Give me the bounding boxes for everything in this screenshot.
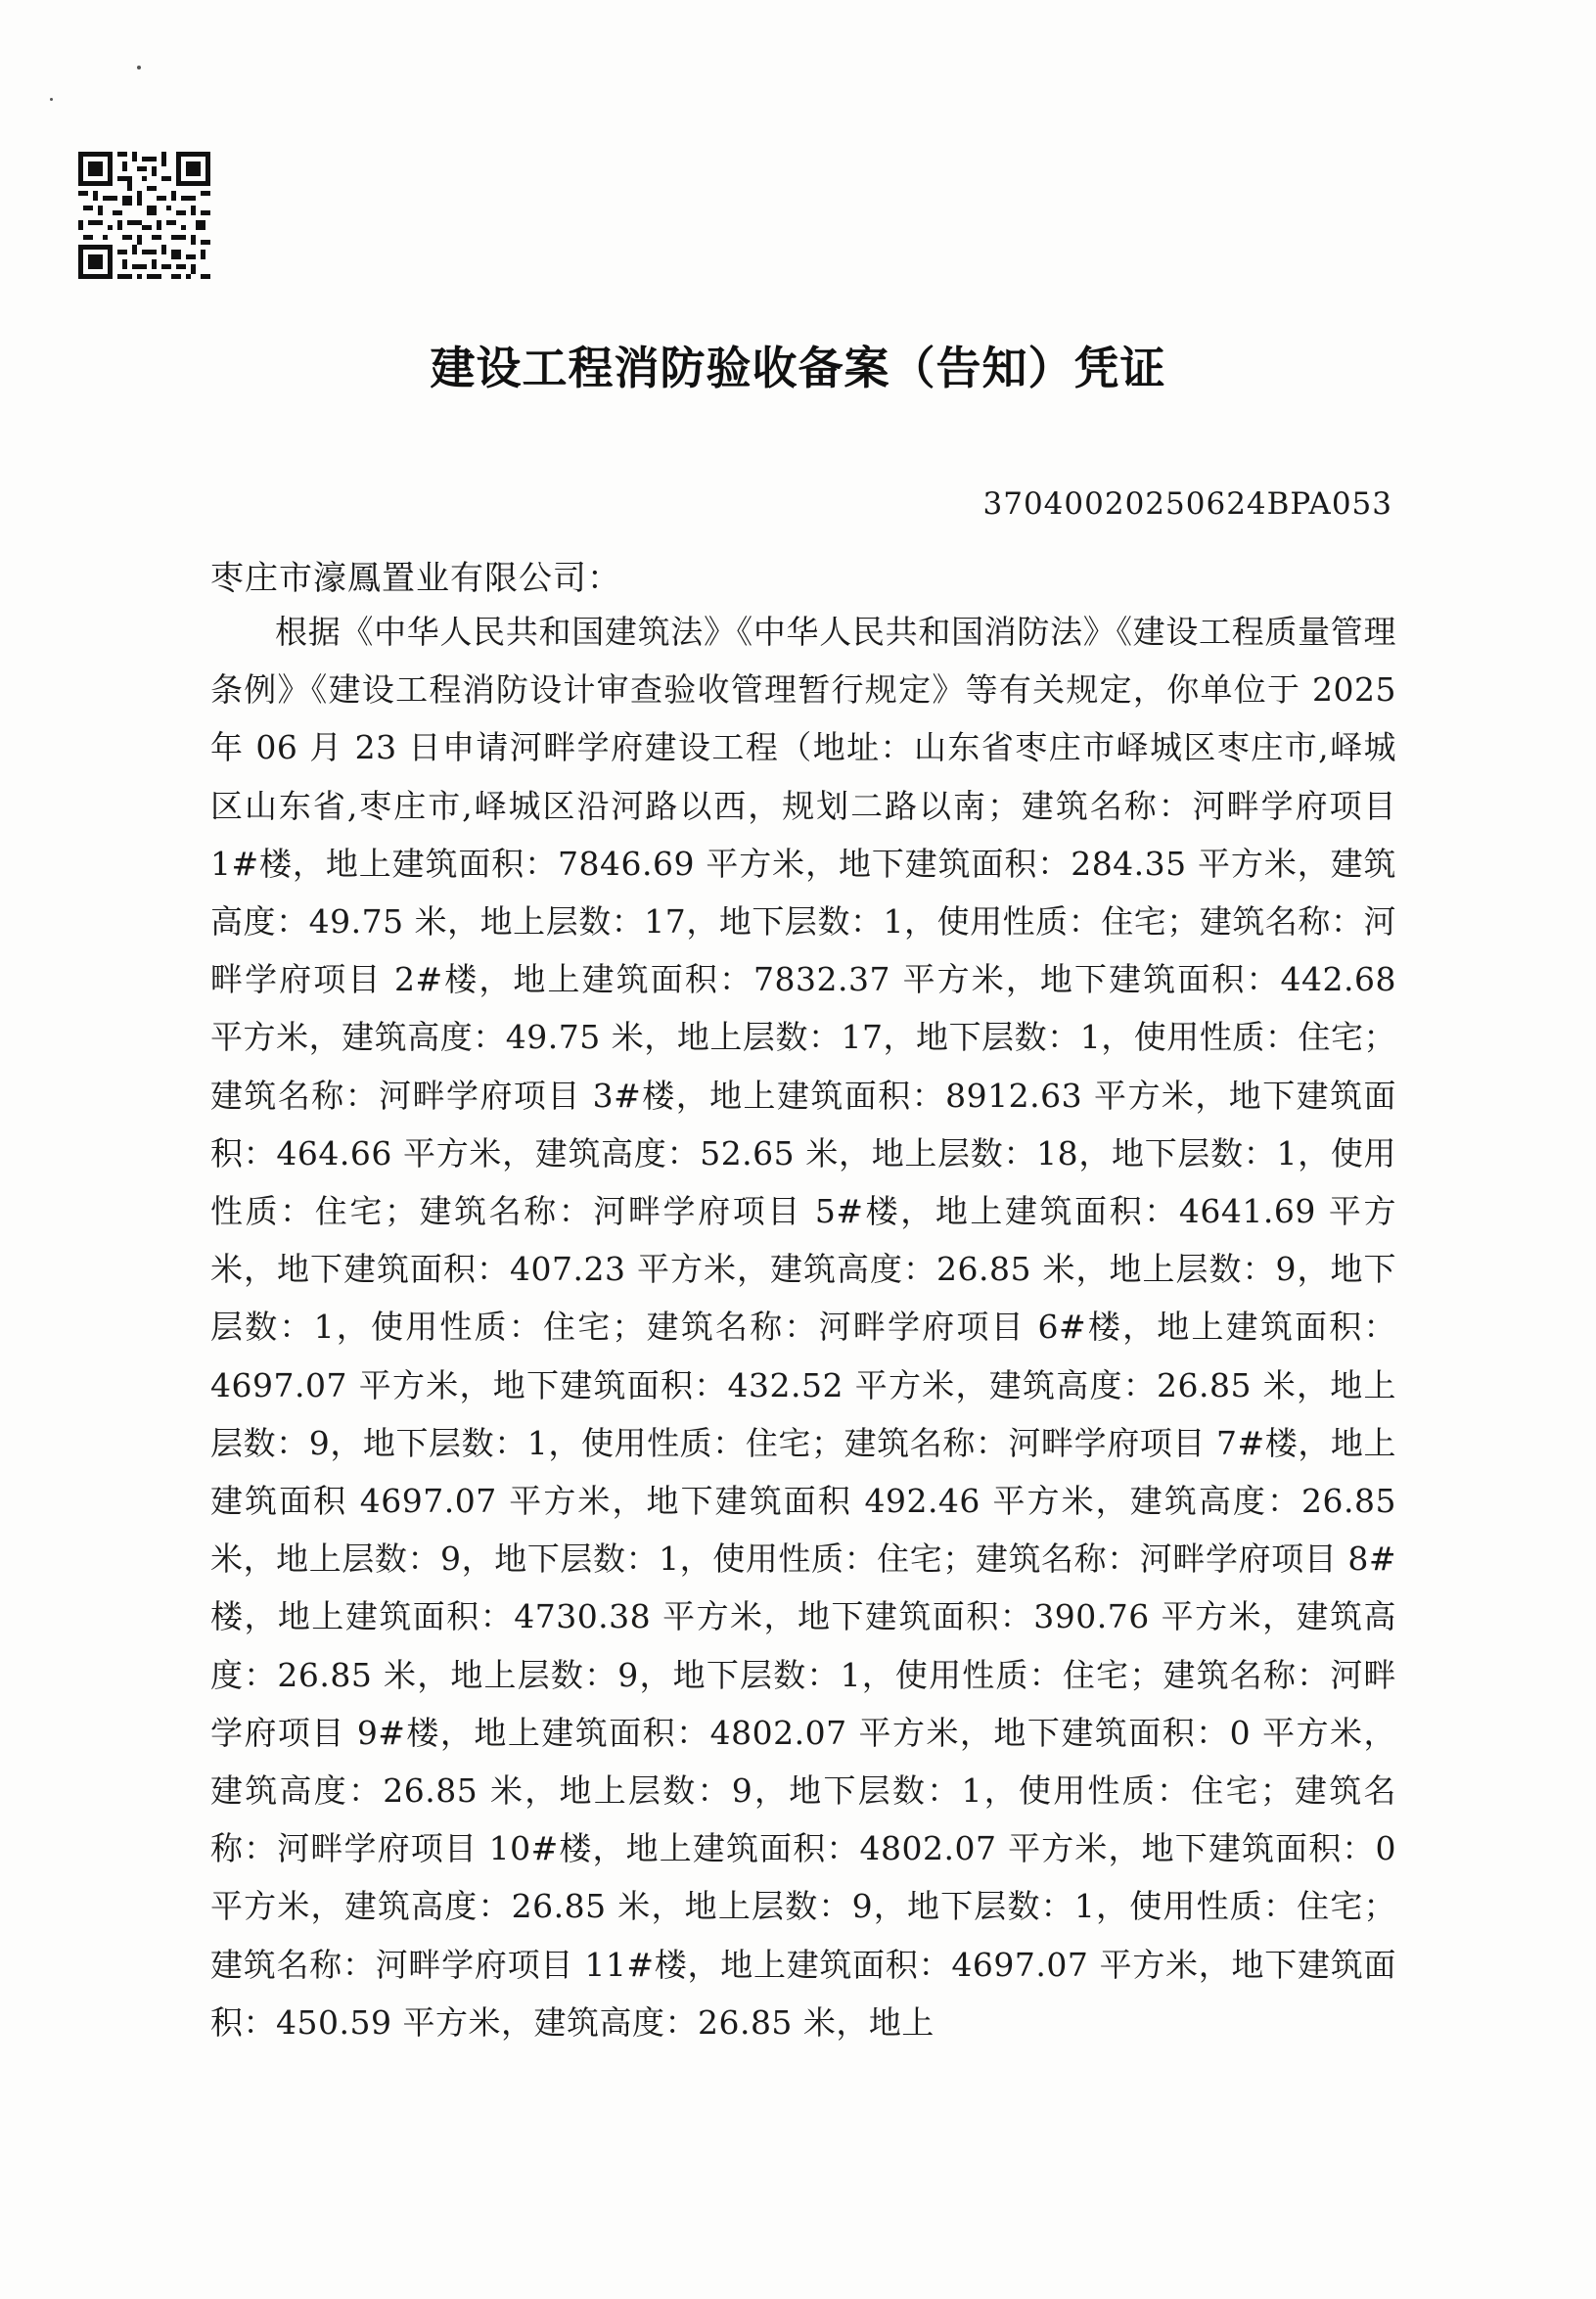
certificate-number: 37040020250624BPA053 (982, 486, 1392, 522)
body-paragraph: 根据《中华人民共和国建筑法》《中华人民共和国消防法》《建设工程质量管理条例》《建设工程消防设计审查验收管理暂行规定》等有关规定，你单位于 2025 年 06 月 23 日申请河畔学府建设工程（地址：山东省枣庄市峄城区枣庄市,峄城区山东省,枣庄市,峄城区沿河路以西，规划二路以南；建筑名称：河畔学府项目 1#楼，地上建筑面积：7846.69 平方米，地下建筑面积：284.35 平方米，建筑高度：49.75 米，地上层数：17，地下层数：1，使用性质：住宅；建筑名称：河畔学府项目 2#楼，地上建筑面积：7832.37 平方米，地下建筑面积：442.68 平方米，建筑高度：49.75 米，地上层数：17，地下层数：1，使用性质：住宅；建筑名称：河畔学府项目 3#楼，地上建筑面积：8912.63 平方米，地下建筑面积：464.66 平方米，建筑高度：52.65 米，地上层数：18，地下层数：1，使用性质：住宅；建筑名称：河畔学府项目 5#楼，地上建筑面积：4641.69 平方米，地下建筑面积：407.23 平方米，建筑高度：26.85 米，地上层数：9，地下层数：1，使用性质：住宅；建筑名称：河畔学府项目 6#楼，地上建筑面积：4697.07 平方米，地下建筑面积：432.52 平方米，建筑高度：26.85 米，地上层数：9，地下层数：1，使用性质：住宅；建筑名称：河畔学府项目 7#楼，地上建筑面积 4697.07 平方米，地下建筑面积 492.46 平方米，建筑高度：26.85 米，地上层数：9，地下层数：1，使用性质：住宅；建筑名称：河畔学府项目 8#楼，地上建筑面积：4730.38 平方米，地下建筑面积：390.76 平方米，建筑高度：26.85 米，地上层数：9，地下层数：1，使用性质：住宅；建筑名称：河畔学府项目 9#楼，地上建筑面积：4802.07 平方米，地下建筑面积：0 平方米，建筑高度：26.85 米，地上层数：9，地下层数：1，使用性质：住宅；建筑名称：河畔学府项目 10#楼，地上建筑面积：4802.07 平方米，地下建筑面积：0 平方米，建筑高度：26.85 米，地上层数：9，地下层数：1，使用性质：住宅；建筑名称：河畔学府项目 11#楼，地上建筑面积：4697.07 平方米，地下建筑面积：450.59 平方米，建筑高度：26.85 米，地上 (210, 613, 1396, 2042)
scan-speck (50, 98, 53, 101)
qr-code-icon (78, 152, 210, 279)
recipient-name: 枣庄市濠鳳置业有限公司： (210, 559, 621, 598)
scan-speck (137, 66, 141, 69)
document-title: 建设工程消防验收备案（告知）凭证 (430, 342, 1166, 394)
